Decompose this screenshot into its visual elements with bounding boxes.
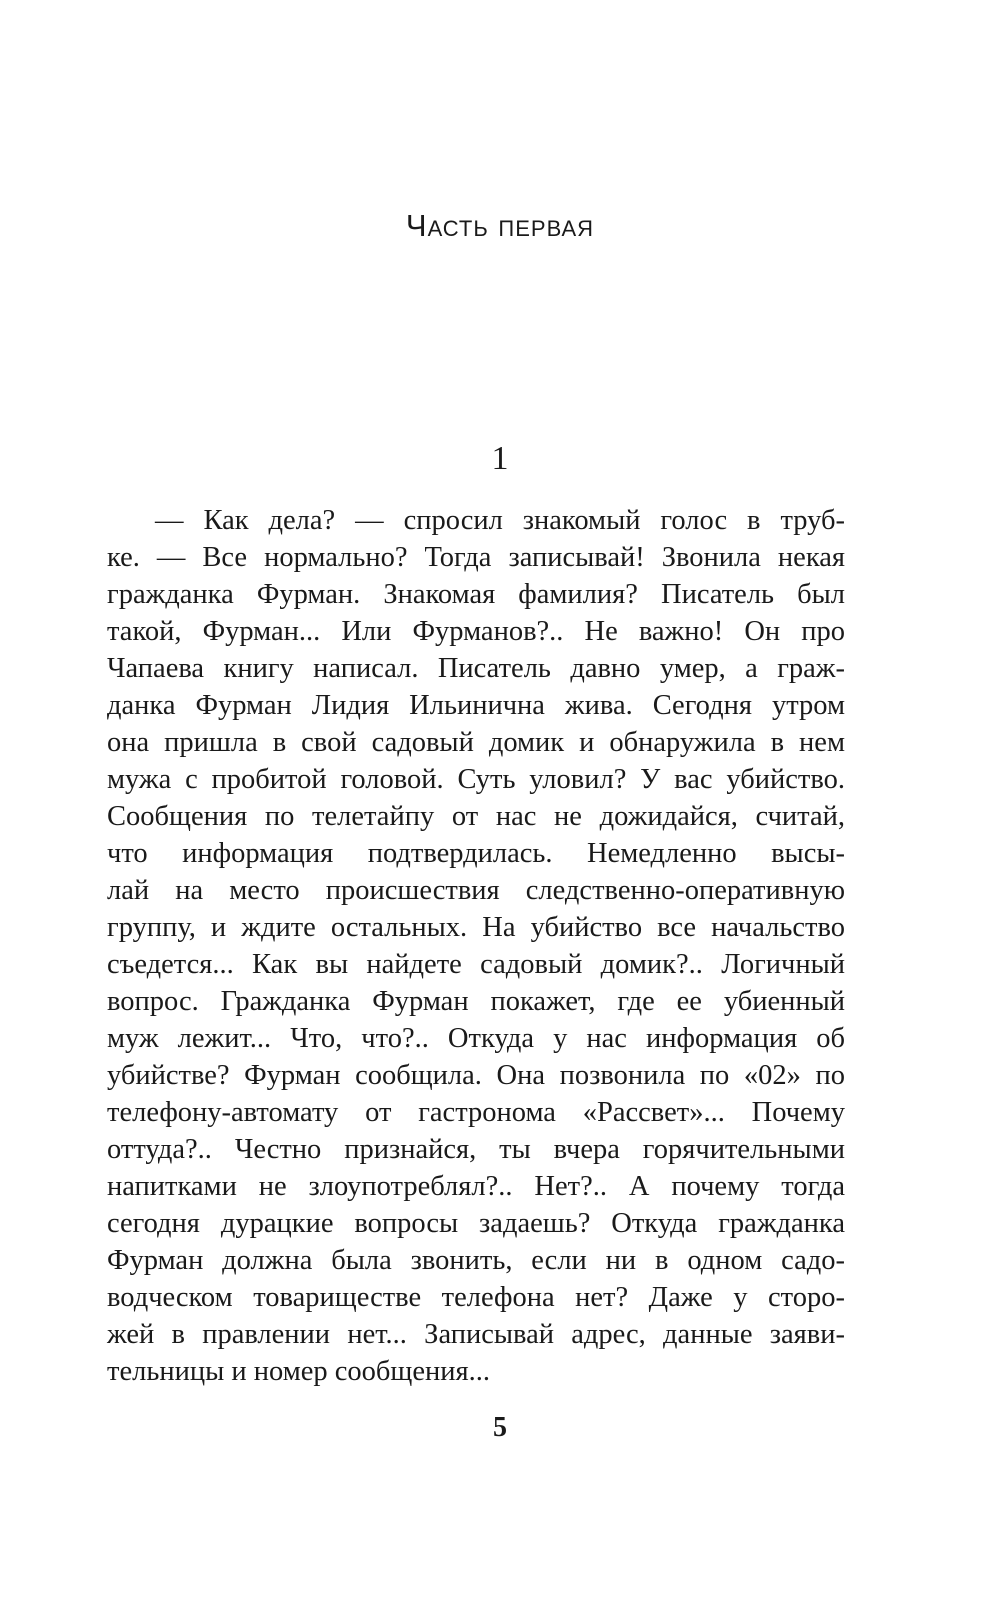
text-line: Сообщения по телетайпу от нас не дожидайся, считай, [107, 801, 845, 832]
text-line: группу, и ждите остальных. На убийство все начальство [107, 912, 845, 943]
text-line: тельницы и номер сообщения... [107, 1356, 490, 1387]
page-number: 5 [493, 1412, 507, 1443]
text-line: мужа с пробитой головой. Суть уловил? У вас убийство. [107, 764, 845, 795]
text-line: напитками не злоупотреблял?.. Нет?.. А почему тогда [107, 1171, 845, 1202]
text-line: Чапаева книгу написал. Писатель давно умер, а граж- [107, 653, 845, 684]
part-title: Часть первая [405, 208, 595, 243]
text-line: водческом товариществе телефона нет? Даже у сторо- [107, 1282, 845, 1313]
text-line: муж лежит... Что, что?.. Откуда у нас информация об [107, 1023, 845, 1054]
text-line: телефону-автомату от гастронома «Рассвет»... Почему [107, 1097, 845, 1128]
text-line: сегодня дурацкие вопросы задаешь? Откуда гражданка [107, 1208, 845, 1239]
text-line: жей в правлении нет... Записывай адрес, данные заяви- [107, 1319, 845, 1350]
text-line: съедется... Как вы найдете садовый домик?.. Логичный [107, 949, 845, 980]
text-line: что информация подтвердилась. Немедленно высы- [107, 838, 845, 869]
text-line: Фурман должна была звонить, если ни в одном садо- [107, 1245, 845, 1276]
text-line: она пришла в свой садовый домик и обнаружила в нем [107, 727, 845, 758]
text-line: данка Фурман Лидия Ильинична жива. Сегодня утром [107, 690, 845, 721]
text-line: ке. — Все нормально? Тогда записывай! Звонила некая [107, 542, 845, 573]
text-line: вопрос. Гражданка Фурман покажет, где ее убиенный [107, 986, 845, 1017]
text-line: лай на место происшествия следственно-оперативную [107, 875, 845, 906]
chapter-number: 1 [491, 440, 509, 477]
text-line: гражданка Фурман. Знакомая фамилия? Писатель был [107, 579, 845, 610]
text-line: оттуда?.. Честно признайся, ты вчера горячительными [107, 1134, 845, 1165]
chapter-body [107, 502, 845, 1390]
text-line: убийстве? Фурман сообщила. Она позвонила по «02» по [107, 1060, 845, 1091]
text-line: такой, Фурман... Или Фурманов?.. Не важно! Он про [107, 616, 845, 647]
text-line: — Как дела? — спросил знакомый голос в труб- [155, 505, 845, 536]
